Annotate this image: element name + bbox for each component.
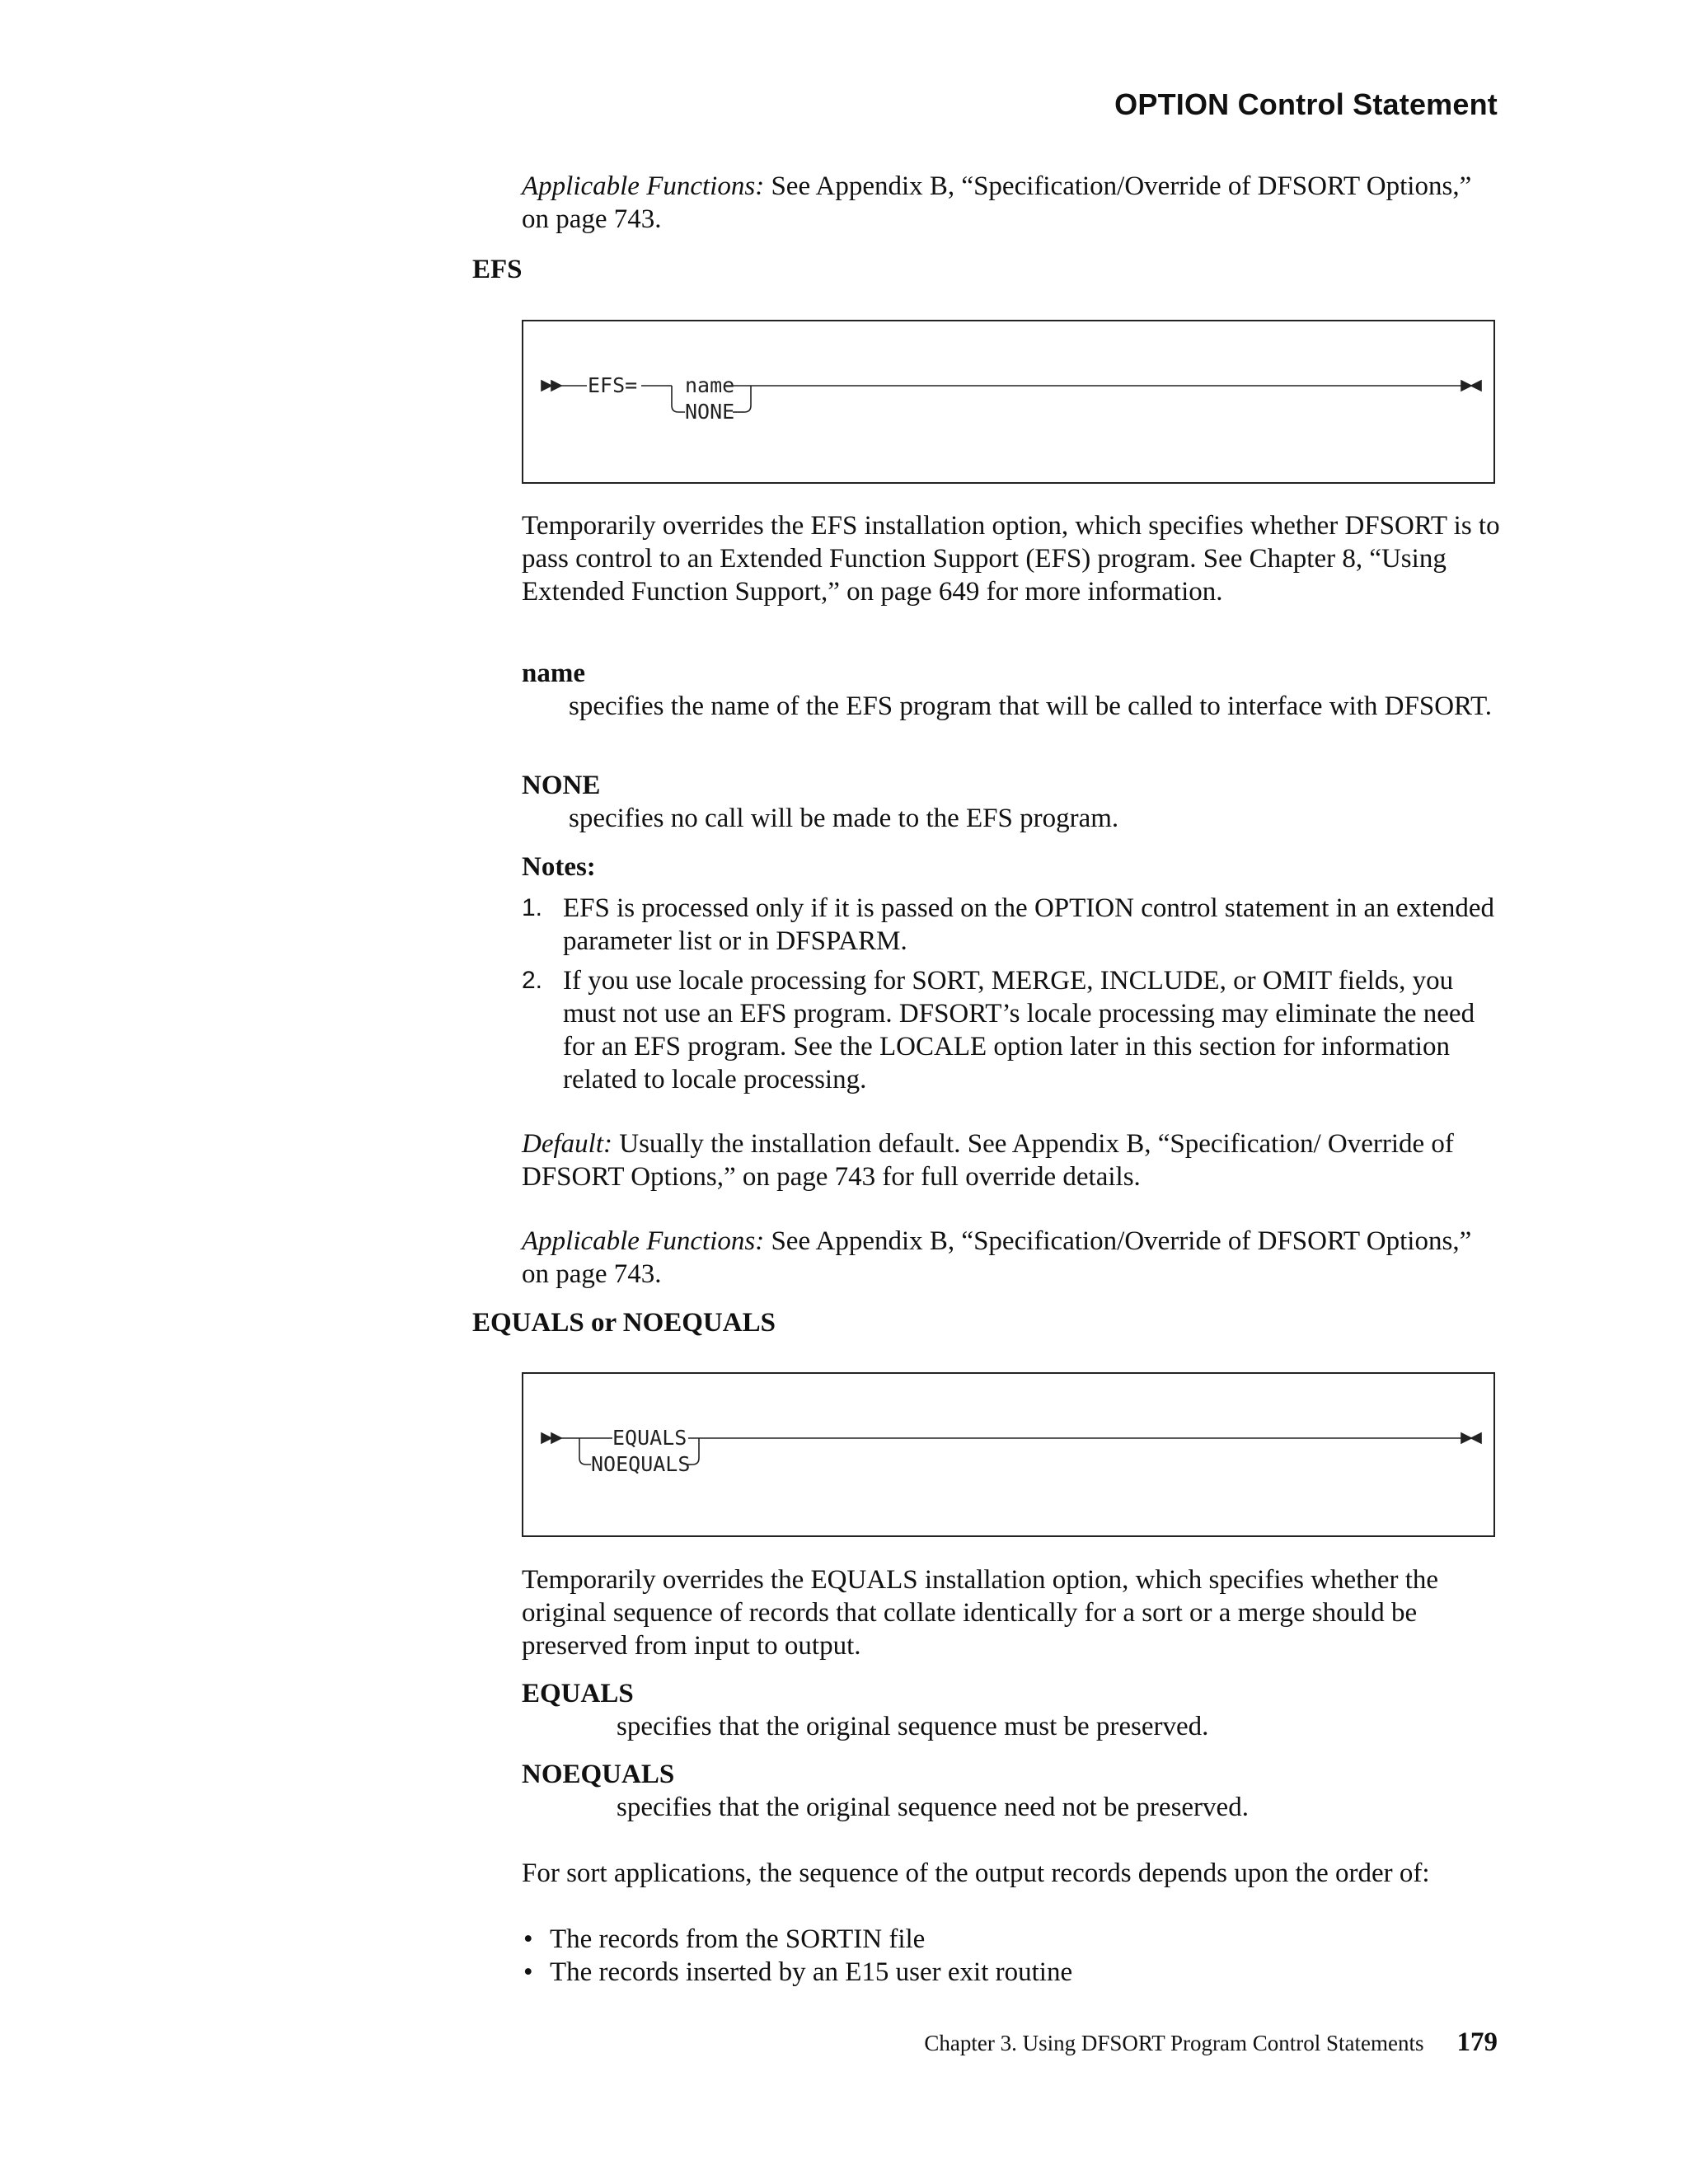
efs-term-none: NONE bbox=[522, 771, 601, 800]
default-label: Default: bbox=[522, 1129, 612, 1159]
diagram-start-arrow bbox=[542, 1433, 551, 1443]
efs-diagram-keyword: EFS= bbox=[588, 373, 638, 397]
efs-def-none: specifies no call will be made to the EFS program. bbox=[569, 804, 1119, 833]
equals-term-equals: EQUALS bbox=[522, 1679, 634, 1708]
efs-heading: EFS bbox=[472, 255, 523, 284]
diagram-start-arrow bbox=[542, 381, 551, 391]
footer-chapter: Chapter 3. Using DFSORT Program Control Statements bbox=[924, 2031, 1424, 2055]
efs-term-name: name bbox=[522, 658, 585, 688]
equals-def-equals: specifies that the original sequence must be preserved. bbox=[617, 1712, 1209, 1741]
note-number: 1. bbox=[522, 894, 543, 921]
note-number: 2. bbox=[522, 967, 543, 994]
efs-applicable-functions bbox=[522, 1225, 1503, 1291]
page-header-title: OPTION Control Statement bbox=[1114, 87, 1498, 121]
diagram-end-arrow bbox=[1461, 1433, 1471, 1443]
diagram-end-arrow bbox=[1461, 381, 1471, 391]
page-number: 179 bbox=[1456, 2027, 1498, 2057]
note-item bbox=[522, 892, 1503, 958]
top-applicable-functions bbox=[522, 170, 1503, 236]
list-item bbox=[522, 1923, 1503, 1956]
list-item bbox=[522, 1956, 1503, 1989]
efs-syntax-diagram bbox=[522, 320, 1495, 484]
page-footer bbox=[924, 2026, 1498, 2060]
sort-intro bbox=[522, 1857, 1503, 1890]
efs-description bbox=[522, 509, 1503, 608]
note-item bbox=[522, 964, 1503, 1096]
equals-diagram-equals: EQUALS bbox=[612, 1426, 687, 1450]
applicable-text: See Appendix B, “Specification/Override of DFSORT Options,” on page 743. bbox=[522, 1226, 1472, 1289]
equals-syntax-diagram bbox=[522, 1372, 1495, 1537]
equals-diagram-noequals: NOEQUALS bbox=[591, 1452, 691, 1476]
bullet-icon: • bbox=[523, 1924, 533, 1954]
equals-description-text: Temporarily overrides the EQUALS installation option, which specifies whether the original sequence of records that collate identically for a sort or a merge should be preserved from input to output. bbox=[522, 1565, 1439, 1661]
default-text: Usually the installation default. See Appendix B, “Specification/ Override of DFSORT Options,” on page 743 for full override details. bbox=[522, 1129, 1454, 1192]
bullet-icon: • bbox=[523, 1957, 533, 1987]
efs-diagram-svg bbox=[523, 321, 1497, 485]
applicable-label: Applicable Functions: bbox=[522, 1226, 765, 1256]
sort-order-list bbox=[522, 1923, 1503, 1989]
note-text: EFS is processed only if it is passed on the OPTION control statement in an extended parameter list or in DFSPARM. bbox=[563, 893, 1495, 956]
sort-intro-text: For sort applications, the sequence of the output records depends upon the order of: bbox=[522, 1858, 1430, 1888]
efs-notes-list bbox=[522, 892, 1503, 1103]
list-item-text: The records inserted by an E15 user exit routine bbox=[550, 1957, 1073, 1987]
efs-default bbox=[522, 1127, 1503, 1193]
equals-term-noequals: NOEQUALS bbox=[522, 1760, 675, 1789]
equals-description bbox=[522, 1563, 1503, 1662]
applicable-text: See Appendix B, “Specification/Override of DFSORT Options,” on page 743. bbox=[522, 171, 1472, 234]
efs-notes-label: Notes: bbox=[522, 852, 596, 882]
equals-diagram-svg bbox=[523, 1374, 1497, 1539]
efs-description-text: Temporarily overrides the EFS installation option, which specifies whether DFSORT is to pass control to an Extended Function Support (EFS) program. See Chapter 8, “Using Extended Function Support,” on page 649 for more information. bbox=[522, 511, 1500, 607]
equals-heading: EQUALS or NOEQUALS bbox=[472, 1308, 776, 1338]
efs-def-name: specifies the name of the EFS program that will be called to interface with DFSORT. bbox=[569, 691, 1493, 721]
efs-diagram-none: NONE bbox=[685, 400, 735, 424]
note-text: If you use locale processing for SORT, MERGE, INCLUDE, or OMIT fields, you must not use an EFS program. DFSORT’s locale processing may eliminate the need for an EFS program. See the LOCALE option later in this section for information related to locale processing. bbox=[563, 966, 1475, 1094]
applicable-label: Applicable Functions: bbox=[522, 171, 765, 201]
equals-def-noequals: specifies that the original sequence need not be preserved. bbox=[617, 1793, 1249, 1822]
list-item-text: The records from the SORTIN file bbox=[550, 1924, 926, 1954]
efs-diagram-name: name bbox=[685, 373, 735, 397]
